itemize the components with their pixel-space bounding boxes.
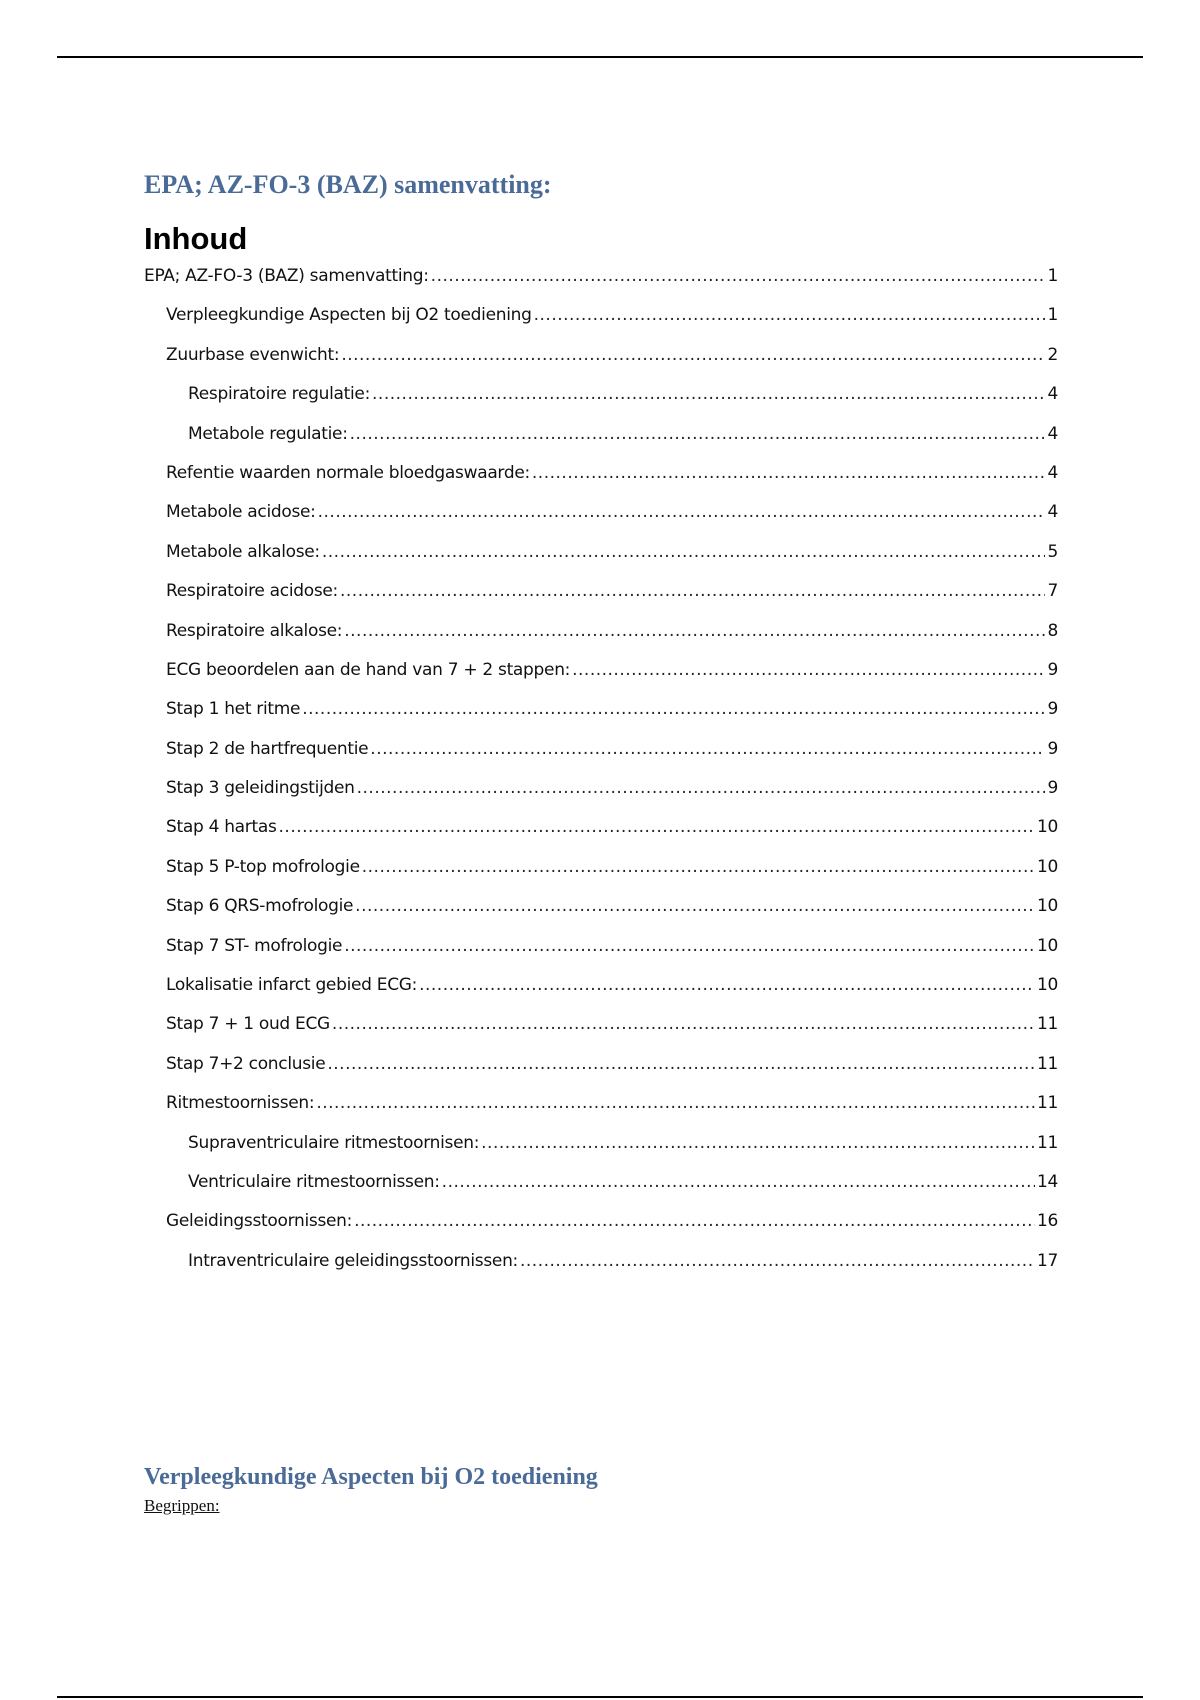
toc-entry-page: 11 bbox=[1036, 1132, 1058, 1153]
toc-entry-page: 4 bbox=[1047, 384, 1058, 405]
toc-entry-page: 10 bbox=[1036, 935, 1058, 956]
toc-entry[interactable] bbox=[144, 1251, 1058, 1290]
toc-entry-text: EPA; AZ-FO-3 (BAZ) samenvatting: bbox=[144, 266, 429, 286]
toc-dot-leader bbox=[442, 1172, 1035, 1192]
toc-entry-page: 4 bbox=[1047, 462, 1058, 483]
toc-entry[interactable] bbox=[144, 1054, 1058, 1093]
toc-dot-leader bbox=[370, 739, 1045, 759]
toc-dot-leader bbox=[327, 1054, 1035, 1074]
toc-dot-leader bbox=[355, 896, 1035, 916]
toc-entry-text: Metabole alkalose: bbox=[166, 541, 320, 562]
toc-entry-text: Intraventriculaire geleidingsstoornissen: bbox=[188, 1250, 518, 1271]
toc-dot-leader bbox=[520, 1251, 1035, 1271]
toc-entry-page: 10 bbox=[1036, 817, 1058, 838]
toc-entry-text: Ventriculaire ritmestoornissen: bbox=[188, 1171, 440, 1192]
toc-entry[interactable] bbox=[144, 502, 1058, 541]
toc-dot-leader bbox=[322, 542, 1046, 562]
toc-entry-page: 11 bbox=[1036, 1014, 1058, 1035]
toc-entry[interactable] bbox=[144, 1093, 1058, 1132]
toc-entry-page: 8 bbox=[1047, 620, 1058, 641]
toc-entry-page: 9 bbox=[1047, 778, 1058, 799]
toc-entry-text: Metabole acidose: bbox=[166, 502, 316, 523]
toc-entry[interactable] bbox=[144, 1133, 1058, 1172]
toc-entry[interactable] bbox=[144, 660, 1058, 699]
toc-dot-leader bbox=[419, 975, 1035, 995]
toc-entry-text: Lokalisatie infarct gebied ECG: bbox=[166, 975, 418, 996]
document-body bbox=[144, 160, 1058, 1290]
toc-entry-page: 4 bbox=[1047, 423, 1058, 444]
toc-dot-leader bbox=[302, 699, 1045, 719]
toc-entry-text: Stap 7 ST- mofrologie bbox=[166, 935, 343, 956]
toc-entry-page: 5 bbox=[1047, 541, 1058, 562]
toc-entry-page: 11 bbox=[1036, 1053, 1058, 1074]
toc-entry-text: Stap 6 QRS-mofrologie bbox=[166, 896, 354, 917]
toc-entry-text: Stap 2 de hartfrequentie bbox=[166, 738, 369, 759]
toc-entry[interactable] bbox=[144, 345, 1058, 384]
section-title: Verpleegkundige Aspecten bij O2 toediening bbox=[144, 1464, 598, 1490]
toc-entry-page: 16 bbox=[1036, 1211, 1058, 1232]
toc-heading: Inhoud bbox=[144, 221, 248, 256]
toc-entry-page: 11 bbox=[1036, 1093, 1058, 1114]
toc-dot-leader bbox=[344, 936, 1035, 956]
toc-entry[interactable] bbox=[144, 1211, 1058, 1250]
toc-dot-leader bbox=[340, 581, 1045, 601]
toc-entry[interactable] bbox=[144, 424, 1058, 463]
toc-entry[interactable] bbox=[144, 463, 1058, 502]
toc-entry[interactable] bbox=[144, 1172, 1058, 1211]
toc-dot-leader bbox=[341, 345, 1045, 365]
document-title: EPA; AZ-FO-3 (BAZ) samenvatting: bbox=[144, 170, 552, 199]
toc-entry-page: 10 bbox=[1036, 856, 1058, 877]
toc-entry[interactable] bbox=[144, 778, 1058, 817]
toc-entry-page: 9 bbox=[1047, 699, 1058, 720]
toc-entry-text: Respiratoire acidose: bbox=[166, 581, 338, 602]
toc-entry-text: Stap 4 hartas bbox=[166, 817, 277, 838]
toc-dot-leader bbox=[357, 778, 1046, 798]
toc-dot-leader bbox=[344, 621, 1045, 641]
toc-entry-text: Ritmestoornissen: bbox=[166, 1093, 315, 1114]
toc-dot-leader bbox=[354, 1211, 1035, 1231]
toc-dot-leader bbox=[572, 660, 1045, 680]
toc-entry[interactable] bbox=[144, 739, 1058, 778]
toc-entry[interactable] bbox=[144, 857, 1058, 896]
toc-entry-text: Stap 7+2 conclusie bbox=[166, 1053, 326, 1074]
toc-entry-page: 17 bbox=[1036, 1250, 1058, 1271]
toc-entry-text: Zuurbase evenwicht: bbox=[166, 344, 340, 365]
toc-entry-page: 1 bbox=[1047, 266, 1058, 286]
toc-entry-text: Supraventriculaire ritmestoornisen: bbox=[188, 1132, 480, 1153]
toc-entry[interactable] bbox=[144, 896, 1058, 935]
toc-entry-page: 7 bbox=[1047, 581, 1058, 602]
toc-entry-page: 14 bbox=[1036, 1171, 1058, 1192]
toc-dot-leader bbox=[279, 817, 1035, 837]
toc-dot-leader bbox=[481, 1133, 1035, 1153]
toc-dot-leader bbox=[316, 1093, 1035, 1113]
toc-entry[interactable] bbox=[144, 817, 1058, 856]
toc-entry[interactable] bbox=[144, 266, 1058, 305]
toc-entry-text: Metabole regulatie: bbox=[188, 423, 348, 444]
toc-entry[interactable] bbox=[144, 936, 1058, 975]
toc-entry-text: Verpleegkundige Aspecten bij O2 toediening bbox=[166, 305, 532, 326]
toc-dot-leader bbox=[332, 1014, 1035, 1034]
section-subheading: Begrippen: bbox=[144, 1496, 220, 1515]
toc-dot-leader bbox=[534, 305, 1046, 325]
toc-entry-page: 9 bbox=[1047, 659, 1058, 680]
toc-entry-page: 4 bbox=[1047, 502, 1058, 523]
toc-entry-page: 2 bbox=[1047, 344, 1058, 365]
toc-entry[interactable] bbox=[144, 699, 1058, 738]
toc-entry-text: Geleidingsstoornissen: bbox=[166, 1211, 353, 1232]
toc-entry[interactable] bbox=[144, 581, 1058, 620]
toc-entry[interactable] bbox=[144, 384, 1058, 423]
toc-entry-page: 1 bbox=[1047, 305, 1058, 326]
footer-rule bbox=[57, 1696, 1143, 1698]
toc-entry[interactable] bbox=[144, 305, 1058, 344]
table-of-contents bbox=[144, 266, 1058, 1290]
toc-entry[interactable] bbox=[144, 542, 1058, 581]
toc-dot-leader bbox=[532, 463, 1046, 483]
toc-entry-text: ECG beoordelen aan de hand van 7 + 2 stappen: bbox=[166, 659, 571, 680]
toc-dot-leader bbox=[350, 424, 1046, 444]
toc-entry[interactable] bbox=[144, 621, 1058, 660]
toc-entry-page: 10 bbox=[1036, 975, 1058, 996]
toc-entry-text: Refentie waarden normale bloedgaswaarde: bbox=[166, 462, 530, 483]
header-rule bbox=[57, 56, 1143, 58]
toc-dot-leader bbox=[318, 502, 1046, 522]
toc-entry-text: Stap 7 + 1 oud ECG bbox=[166, 1014, 330, 1035]
toc-entry[interactable] bbox=[144, 975, 1058, 1014]
toc-entry-text: Stap 3 geleidingstijden bbox=[166, 778, 355, 799]
toc-entry-page: 10 bbox=[1036, 896, 1058, 917]
toc-dot-leader bbox=[372, 384, 1045, 404]
toc-entry-text: Respiratoire regulatie: bbox=[188, 384, 371, 405]
toc-dot-leader bbox=[431, 266, 1046, 286]
toc-entry-page: 9 bbox=[1047, 738, 1058, 759]
toc-entry[interactable] bbox=[144, 1014, 1058, 1053]
toc-entry-text: Stap 5 P-top mofrologie bbox=[166, 856, 360, 877]
toc-dot-leader bbox=[362, 857, 1035, 877]
toc-entry-text: Stap 1 het ritme bbox=[166, 699, 301, 720]
toc-entry-text: Respiratoire alkalose: bbox=[166, 620, 343, 641]
